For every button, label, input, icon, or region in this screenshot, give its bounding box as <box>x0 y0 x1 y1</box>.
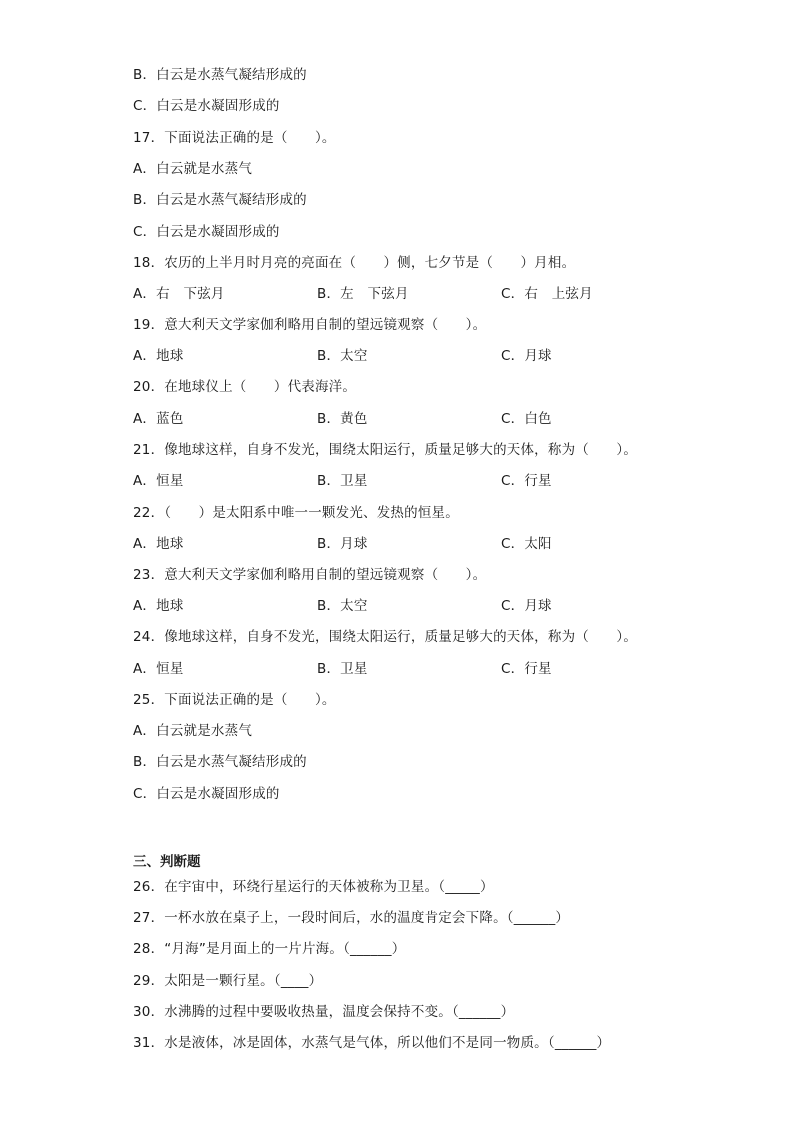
option-b: B．月球 <box>317 536 368 552</box>
question-17-option-a: A．白云就是水蒸气 <box>133 161 253 177</box>
question-24: 24．像地球这样，自身不发光，围绕太阳运行，质量足够大的天体，称为（ ）。 <box>133 629 638 645</box>
question-19-options <box>133 346 753 366</box>
option-b: B．卫星 <box>317 661 368 677</box>
option-c-line: C．白云是水凝固形成的 <box>133 98 280 114</box>
question-21: 21．像地球这样，自身不发光，围绕太阳运行，质量足够大的天体，称为（ ）。 <box>133 442 638 458</box>
question-24-options <box>133 659 753 679</box>
question-29: 29．太阳是一颗行星。（____） <box>133 973 323 989</box>
question-17-option-b: B．白云是水蒸气凝结形成的 <box>133 192 307 208</box>
option-c: C．右 上弦月 <box>501 286 593 302</box>
section-title: 三、判断题 <box>133 854 201 870</box>
option-a: A．右 下弦月 <box>133 286 225 302</box>
option-c: C．行星 <box>501 661 552 677</box>
option-c: C．月球 <box>501 348 552 364</box>
question-25-option-b: B．白云是水蒸气凝结形成的 <box>133 754 307 770</box>
option-b: B．太空 <box>317 348 368 364</box>
option-a: A．地球 <box>133 598 184 614</box>
question-26: 26．在宇宙中，环绕行星运行的天体被称为卫星。（_____） <box>133 879 494 895</box>
option-a: A．恒星 <box>133 661 184 677</box>
question-31: 31．水是液体，冰是固体，水蒸气是气体，所以他们不是同一物质。（______） <box>133 1035 611 1051</box>
question-21-options <box>133 471 753 491</box>
question-27: 27．一杯水放在桌子上，一段时间后，水的温度肯定会下降。（______） <box>133 910 570 926</box>
question-22: 22．（ ）是太阳系中唯一一颗发光、发热的恒星。 <box>133 505 459 521</box>
option-b: B．太空 <box>317 598 368 614</box>
option-b: B．黄色 <box>317 411 368 427</box>
question-17: 17．下面说法正确的是（ ）。 <box>133 130 336 146</box>
question-22-options <box>133 534 753 554</box>
option-c: C．行星 <box>501 473 552 489</box>
question-20: 20．在地球仪上（ ）代表海洋。 <box>133 379 357 395</box>
question-25-option-a: A．白云就是水蒸气 <box>133 723 253 739</box>
question-30: 30．水沸腾的过程中要吸收热量，温度会保持不变。（______） <box>133 1004 515 1020</box>
option-a: A．地球 <box>133 536 184 552</box>
option-a: A．恒星 <box>133 473 184 489</box>
option-b: B．卫星 <box>317 473 368 489</box>
question-23: 23．意大利天文学家伽利略用自制的望远镜观察（ ）。 <box>133 567 487 583</box>
option-c: C．月球 <box>501 598 552 614</box>
option-c: C．白色 <box>501 411 552 427</box>
question-17-option-c: C．白云是水凝固形成的 <box>133 224 280 240</box>
question-25: 25．下面说法正确的是（ ）。 <box>133 692 336 708</box>
question-25-option-c: C．白云是水凝固形成的 <box>133 786 280 802</box>
question-18-options <box>133 284 753 304</box>
question-23-options <box>133 596 753 616</box>
option-a: A．地球 <box>133 348 184 364</box>
option-c: C．太阳 <box>501 536 552 552</box>
question-20-options <box>133 409 753 429</box>
question-18: 18．农历的上半月时月亮的亮面在（ ）侧，七夕节是（ ）月相。 <box>133 255 576 271</box>
option-b: B．左 下弦月 <box>317 286 409 302</box>
question-28: 28．“月海”是月面上的一片片海。（______） <box>133 941 406 957</box>
option-a: A．蓝色 <box>133 411 184 427</box>
option-b-line: B．白云是水蒸气凝结形成的 <box>133 67 307 83</box>
question-19: 19．意大利天文学家伽利略用自制的望远镜观察（ ）。 <box>133 317 487 333</box>
